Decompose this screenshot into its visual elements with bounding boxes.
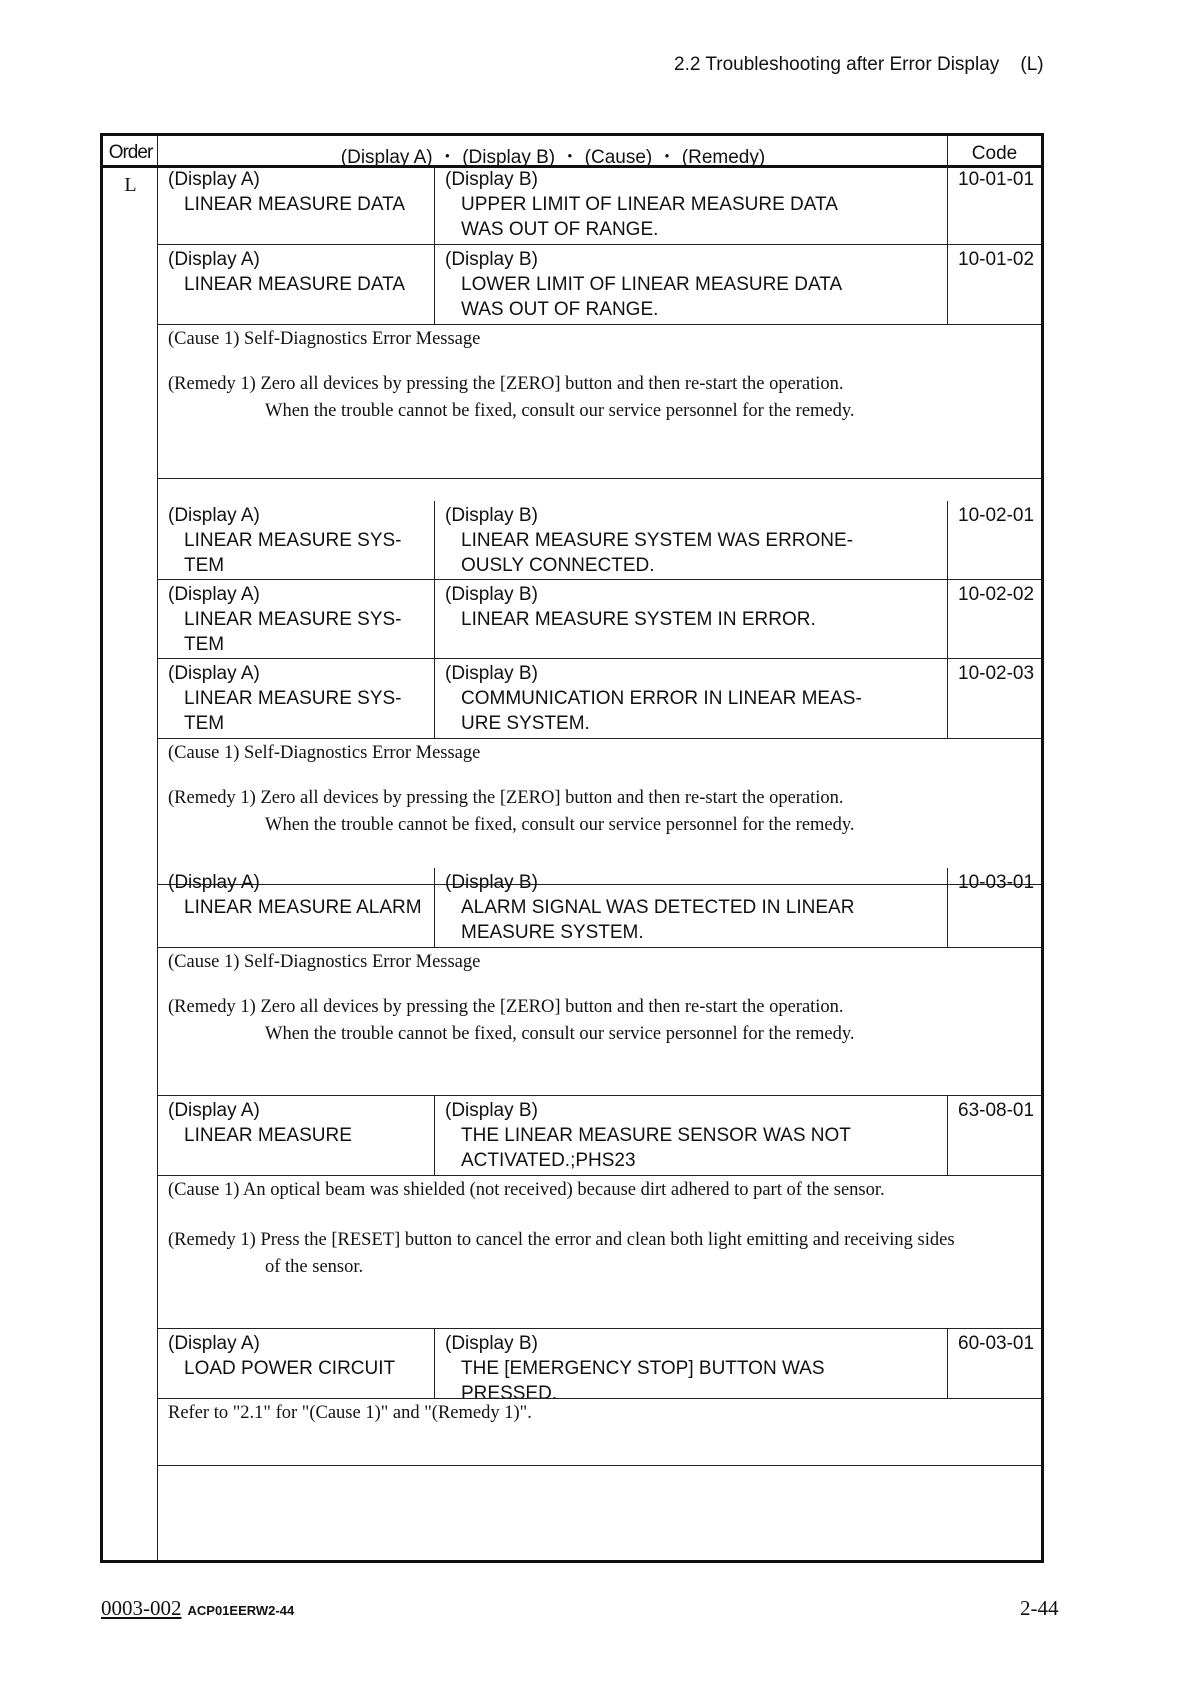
error-entry-row: [158, 165, 1041, 245]
display-a-cell: [168, 247, 405, 297]
display-a-label: (Display A): [168, 584, 260, 605]
error-code: 10-01-01: [947, 165, 1041, 244]
display-a-label: (Display A): [168, 1100, 260, 1121]
error-entry-row: [158, 580, 1041, 659]
remedy-continuation: of the sensor.: [265, 1257, 364, 1277]
display-a-cell: [168, 1098, 352, 1148]
remedy-text: (Remedy 1) Zero all devices by pressing the [ZERO] button and then re-start the operation.: [168, 788, 844, 808]
display-b-text: LINEAR MEASURE SYSTEM WAS ERRONE-: [461, 530, 854, 551]
display-b-text: WAS OUT OF RANGE.: [461, 219, 659, 240]
section-letter: (L): [1020, 54, 1044, 75]
display-b-cell: [434, 1329, 947, 1398]
cause-text: (Cause 1) An optical beam was shielded (not received) because dirt adhered to part of the sensor.: [168, 1180, 885, 1200]
display-a-text: LINEAR MEASURE ALARM: [184, 897, 422, 918]
display-b-label: (Display B): [445, 872, 538, 893]
remedy-text: (Remedy 1) Zero all devices by pressing the [ZERO] button and then re-start the operation.: [168, 374, 844, 394]
cause-remedy-block: [158, 948, 1041, 1096]
display-b-text: THE LINEAR MEASURE SENSOR WAS NOT: [461, 1125, 851, 1146]
display-b-label: (Display B): [445, 1100, 538, 1121]
display-a-label: (Display A): [168, 1333, 260, 1354]
order-value: L: [124, 174, 137, 196]
display-b-text: PRESSED.: [461, 1383, 558, 1399]
remedy-continuation: When the trouble cannot be fixed, consult our service personnel for the remedy.: [265, 1024, 855, 1044]
display-b-cell: [434, 501, 947, 579]
display-b-text: URE SYSTEM.: [461, 713, 590, 734]
cause-text: Refer to "2.1" for "(Cause 1)" and "(Remedy 1)".: [168, 1403, 532, 1423]
header-main: (Display A) ・ (Display B) ・ (Cause) ・ (Remedy): [340, 147, 766, 168]
display-a-text: TEM: [184, 555, 225, 576]
display-b-cell: [434, 1096, 947, 1175]
remedy-text: (Remedy 1) Zero all devices by pressing the [ZERO] button and then re-start the operation.: [168, 997, 844, 1017]
display-b-label: (Display B): [445, 169, 538, 190]
cause-text: (Cause 1) Self-Diagnostics Error Message: [168, 743, 481, 763]
display-b-text: LINEAR MEASURE SYSTEM IN ERROR.: [461, 609, 816, 630]
error-entry-row: [158, 501, 1041, 580]
display-b-label: (Display B): [445, 663, 538, 684]
error-code: 10-02-01: [947, 501, 1041, 579]
error-code: 10-01-02: [947, 245, 1041, 324]
header-code: Code: [947, 136, 1041, 165]
display-a-label: (Display A): [168, 872, 260, 893]
display-a-text: LINEAR MEASURE: [184, 1125, 352, 1146]
doc-code: ACP01EERW2-44: [187, 1603, 295, 1618]
display-b-cell: [434, 245, 947, 324]
display-b-text: ACTIVATED.;PHS23: [461, 1150, 636, 1171]
display-b-text: THE [EMERGENCY STOP] BUTTON WAS: [461, 1358, 825, 1379]
display-a-label: (Display A): [168, 663, 260, 684]
section-title: [674, 54, 1044, 76]
display-b-text: WAS OUT OF RANGE.: [461, 299, 659, 320]
table-header: [103, 136, 1041, 168]
display-a-text: TEM: [184, 713, 225, 734]
error-entry-row: [158, 1096, 1041, 1176]
cause-remedy-block: [158, 325, 1041, 479]
error-entry-row: [158, 245, 1041, 325]
display-b-cell: [434, 165, 947, 244]
display-b-text: ALARM SIGNAL WAS DETECTED IN LINEAR: [461, 897, 855, 918]
display-b-label: (Display B): [445, 1333, 538, 1354]
error-entry-row: [158, 659, 1041, 739]
display-a-text: LINEAR MEASURE SYS-: [184, 530, 402, 551]
doc-number: 0003-002: [101, 1596, 182, 1620]
display-a-cell: [168, 503, 402, 578]
remedy-continuation: When the trouble cannot be fixed, consult our service personnel for the remedy.: [265, 401, 855, 421]
display-b-label: (Display B): [445, 505, 538, 526]
display-a-cell: [168, 661, 402, 736]
display-a-cell: [168, 582, 402, 657]
cause-remedy-block: [158, 1399, 1041, 1466]
page-number: 2-44: [1020, 1596, 1059, 1620]
display-a-cell: [168, 870, 422, 920]
display-a-label: (Display A): [168, 169, 260, 190]
error-code: 60-03-01: [947, 1329, 1041, 1398]
header-order: Order: [108, 142, 153, 163]
cause-text: (Cause 1) Self-Diagnostics Error Message: [168, 329, 481, 349]
display-b-text: LOWER LIMIT OF LINEAR MEASURE DATA: [461, 274, 843, 295]
error-code: 10-02-02: [947, 580, 1041, 658]
troubleshooting-table: [100, 133, 1044, 1563]
display-b-text: COMMUNICATION ERROR IN LINEAR MEAS-: [461, 688, 862, 709]
display-a-text: TEM: [184, 634, 225, 655]
section-title-text: 2.2 Troubleshooting after Error Display: [674, 54, 1000, 75]
error-code: 63-08-01: [947, 1096, 1041, 1175]
display-b-cell: [434, 868, 947, 947]
error-code: 10-03-01: [947, 868, 1041, 947]
display-a-text: LINEAR MEASURE SYS-: [184, 688, 402, 709]
error-entry-row: [158, 1329, 1041, 1399]
display-a-cell: [168, 1331, 395, 1381]
display-b-label: (Display B): [445, 584, 538, 605]
display-a-text: LOAD POWER CIRCUIT: [184, 1358, 396, 1379]
error-entry-row: [158, 868, 1041, 948]
cause-remedy-block: [158, 739, 1041, 885]
display-b-label: (Display B): [445, 249, 538, 270]
order-column: [103, 136, 158, 1560]
display-a-text: LINEAR MEASURE DATA: [184, 274, 406, 295]
display-a-text: LINEAR MEASURE SYS-: [184, 609, 402, 630]
error-code: 10-02-03: [947, 659, 1041, 738]
display-b-text: UPPER LIMIT OF LINEAR MEASURE DATA: [461, 194, 838, 215]
display-b-cell: [434, 659, 947, 738]
cause-text: (Cause 1) Self-Diagnostics Error Message: [168, 952, 481, 972]
remedy-continuation: When the trouble cannot be fixed, consult our service personnel for the remedy.: [265, 815, 855, 835]
cause-remedy-block: [158, 1176, 1041, 1329]
display-a-label: (Display A): [168, 505, 260, 526]
display-b-text: MEASURE SYSTEM.: [461, 922, 644, 943]
display-b-cell: [434, 580, 947, 658]
display-a-label: (Display A): [168, 249, 260, 270]
footer-doc-info: [101, 1596, 294, 1621]
remedy-text: (Remedy 1) Press the [RESET] button to cancel the error and clean both light emitting and receiving sides: [168, 1230, 955, 1250]
display-b-text: OUSLY CONNECTED.: [461, 555, 655, 576]
display-a-text: LINEAR MEASURE DATA: [184, 194, 406, 215]
display-a-cell: [168, 167, 405, 217]
